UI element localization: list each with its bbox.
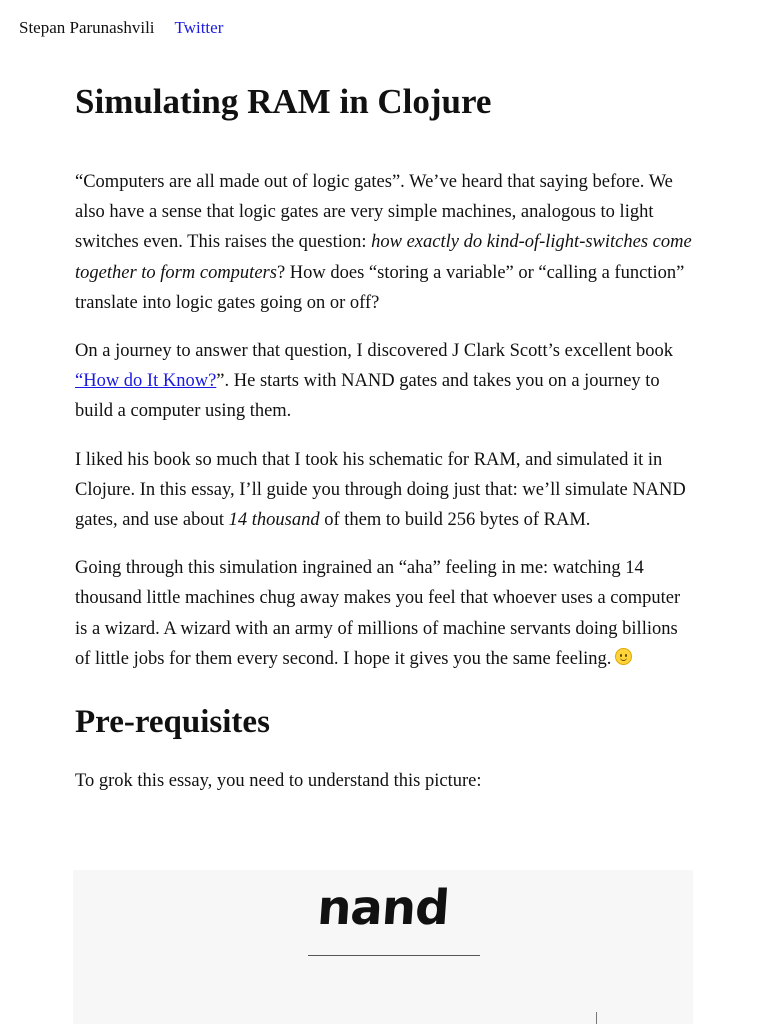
figure-tick-mark	[596, 1012, 597, 1024]
paragraph-book-text-a: On a journey to answer that question, I discovered J Clark Scott’s excellent book	[75, 341, 674, 362]
paragraph-intro	[75, 167, 695, 318]
paragraph-feeling	[75, 553, 695, 674]
section-title: Pre-requisites	[75, 704, 270, 741]
paragraph-simulation-text-a: I liked his book so much that I took his schematic for RAM, and simulated it in Clojure. In this essay, I’ll guide you through doing just that: we’ll simulate NAND gates, and use about	[75, 449, 686, 531]
paragraph-intro-text-b: ? How does “storing a variable” or “calling a function” translate into logic gates going on or off?	[75, 262, 685, 313]
article-title: Simulating RAM in Clojure	[75, 82, 492, 121]
paragraph-simulation-emphasis: 14 thousand	[228, 510, 320, 531]
paragraph-prereq: To grok this essay, you need to understand this picture:	[75, 771, 482, 792]
nand-figure	[73, 870, 693, 1024]
article	[75, 80, 695, 796]
paragraph-simulation-text-b: of them to build 256 bytes of RAM.	[319, 510, 591, 531]
figure-divider-line	[308, 955, 480, 956]
paragraph-simulation	[75, 445, 695, 536]
book-link[interactable]: “How do It Know?	[75, 371, 217, 392]
paragraph-book	[75, 336, 695, 427]
paragraph-intro-emphasis: how exactly do kind-of-light-switches come together to form computers	[75, 232, 692, 283]
slightly-smiling-face-icon	[615, 648, 632, 665]
twitter-link[interactable]: Twitter	[174, 18, 224, 37]
author-name: Stepan Parunashvili	[19, 18, 155, 37]
top-bar	[19, 17, 223, 39]
paragraph-intro-text-a: “Computers are all made out of logic gates”. We’ve heard that saying before. We also have a sense that logic gates are very simple machines, analogous to light switches even. This raises the question:	[75, 172, 673, 253]
figure-nand-label: nand	[315, 880, 451, 936]
paragraph-book-text-b: ”. He starts with NAND gates and takes you on a journey to build a computer using them.	[75, 371, 660, 422]
paragraph-feeling-text: Going through this simulation ingrained an “aha” feeling in me: watching 14 thousand little machines chug away makes you feel that whoever uses a computer is a wizard. A wizard with an army of millions of machine servants doing billions of little jobs for them every second. I hope it gives you the same feeling.	[75, 558, 681, 669]
